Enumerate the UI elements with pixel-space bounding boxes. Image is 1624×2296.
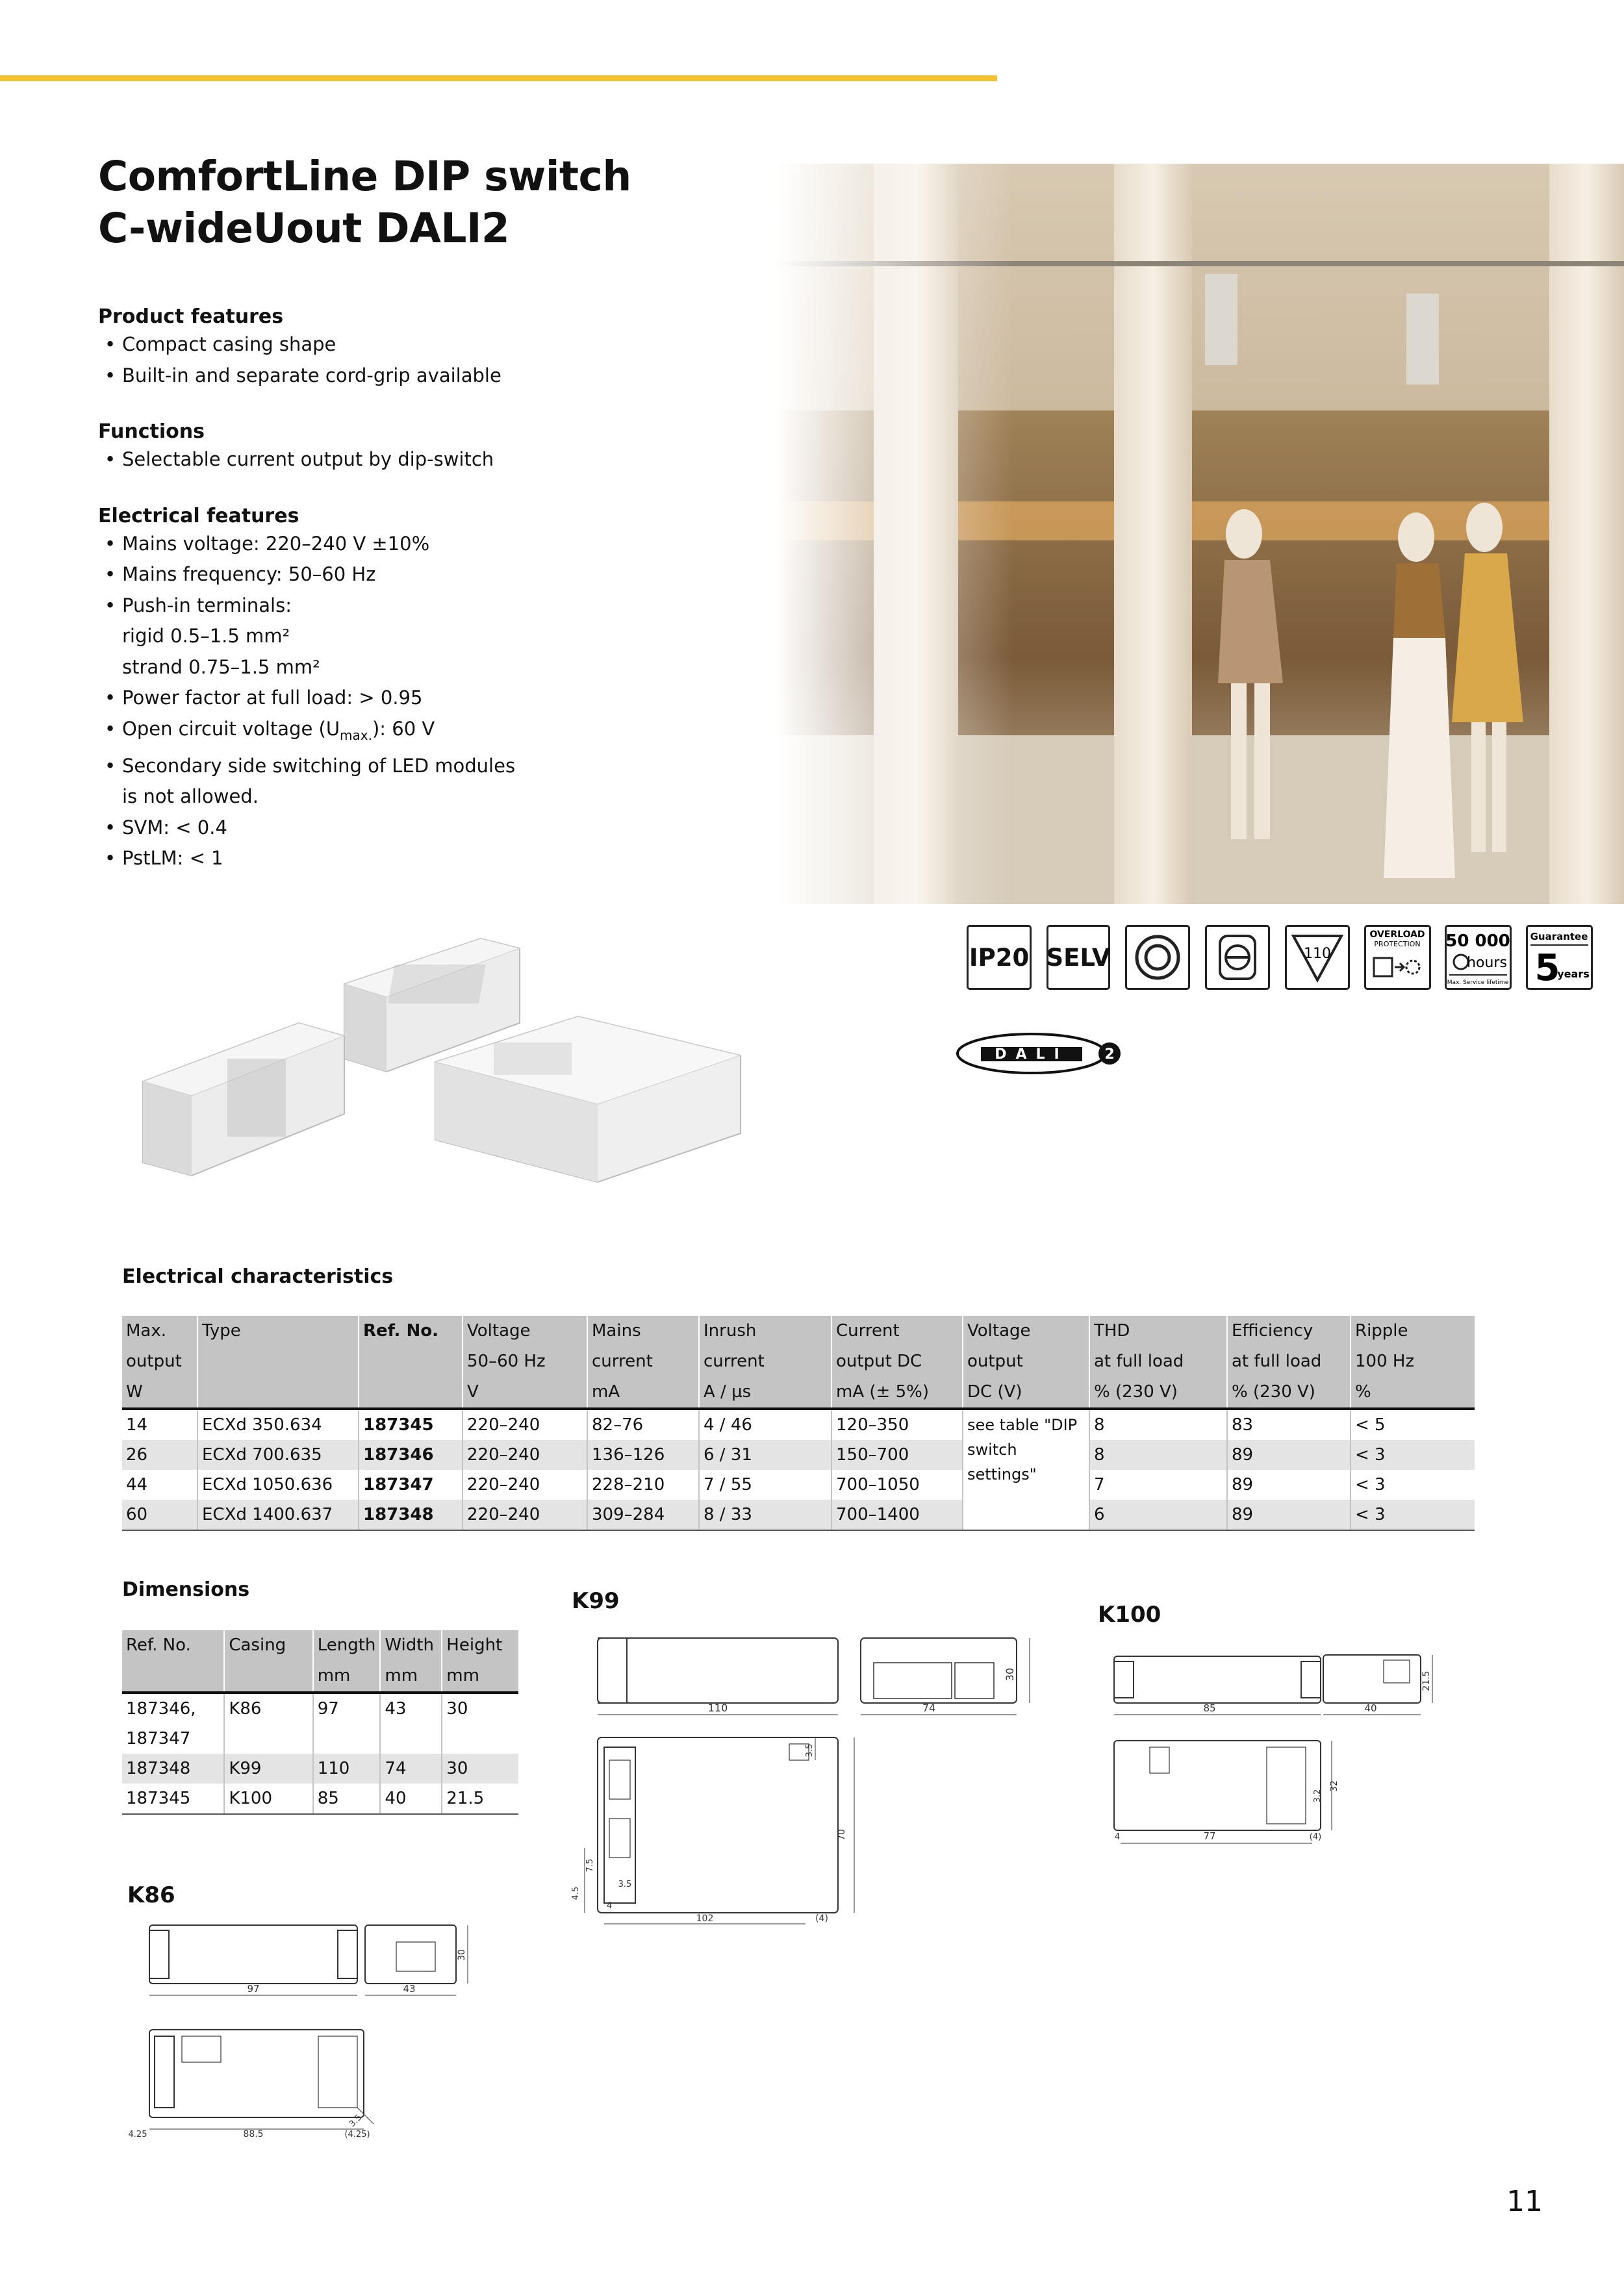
header-cell: THD <box>1089 1316 1227 1346</box>
list-item: • Power factor at full load: > 0.95 <box>98 683 780 714</box>
cell-ref: 187346 <box>359 1440 463 1470</box>
dim-74: 74 <box>922 1702 936 1714</box>
table-header-row <box>122 1316 1475 1346</box>
guarantee-label: Guarantee <box>1530 931 1588 942</box>
cell-casing: K86 <box>224 1693 312 1754</box>
dim-7-5: 7.5 <box>585 1858 595 1873</box>
hours-value: 50 000 <box>1447 931 1510 951</box>
header-cell: Voltage <box>963 1316 1089 1346</box>
cell-length: 85 <box>313 1784 381 1814</box>
list-item: • Mains frequency: 50–60 Hz <box>98 559 780 590</box>
dimensions-heading: Dimensions <box>122 1578 250 1601</box>
ip20-badge <box>967 925 1032 990</box>
cell-height: 30 <box>442 1754 518 1784</box>
list-item: • Compact casing shape <box>98 329 780 360</box>
header-cell: output <box>122 1346 197 1377</box>
list-item <box>98 714 780 751</box>
header-cell: mA <box>587 1377 699 1409</box>
header-cell: mm <box>442 1661 518 1693</box>
lifetime-symbol <box>1447 927 1510 988</box>
cell-thd: 6 <box>1089 1500 1227 1530</box>
k100-technical-drawing <box>1098 1637 1462 1851</box>
overload-line1: OVERLOAD <box>1369 929 1425 940</box>
cell-output: 60 <box>122 1500 197 1530</box>
cell-voltage: 220–240 <box>463 1500 587 1530</box>
dim-102: 102 <box>696 1913 714 1924</box>
dim-32: 32 <box>1329 1780 1339 1792</box>
product-photo <box>130 919 767 1192</box>
product-features-list <box>98 329 780 391</box>
header-cell: mm <box>313 1661 381 1693</box>
triangle-symbol <box>1287 927 1348 988</box>
header-cell: current <box>699 1346 831 1377</box>
dim-70: 70 <box>837 1829 847 1841</box>
circle-symbol <box>1127 927 1188 988</box>
title-line-2: C-wideUout DALI2 <box>98 205 510 252</box>
cell-ref: 187345 <box>359 1409 463 1440</box>
cell-mains: 82–76 <box>587 1409 699 1440</box>
cell-efficiency: 89 <box>1227 1470 1351 1500</box>
cell-efficiency: 89 <box>1227 1500 1351 1530</box>
header-cell: Length <box>313 1630 381 1661</box>
double-insulation-icon <box>1125 925 1190 990</box>
cell-voltage: 220–240 <box>463 1470 587 1500</box>
dali2-logo <box>955 1029 1130 1078</box>
list-item: • SVM: < 0.4 <box>98 813 780 844</box>
cell-ripple: < 3 <box>1351 1470 1475 1500</box>
cell-inrush: 7 / 55 <box>699 1470 831 1500</box>
table-row <box>122 1754 518 1784</box>
header-cell: % (230 V) <box>1089 1377 1227 1409</box>
guarantee-unit: years <box>1557 968 1590 980</box>
header-cell: current <box>587 1346 699 1377</box>
dim-77: 77 <box>1203 1830 1216 1842</box>
k99-technical-drawing <box>565 1624 1052 2065</box>
selv-text: SELV <box>1046 943 1111 972</box>
dim-4-25: 4.25 <box>128 2130 147 2139</box>
header-cell: mA (± 5%) <box>831 1377 963 1409</box>
k100-dimension-drawing <box>1098 1637 1462 1851</box>
lifetime-badge <box>1445 925 1512 990</box>
text: Open circuit voltage (U <box>122 717 340 740</box>
header-cell: V <box>463 1377 587 1409</box>
cell-thd: 8 <box>1089 1409 1227 1440</box>
k86-technical-drawing <box>123 1916 487 2143</box>
dali-logo-icon <box>955 1029 1130 1078</box>
overload-symbol <box>1366 927 1429 988</box>
cell-output: 44 <box>126 1475 148 1495</box>
header-cell: Max. <box>122 1316 197 1346</box>
cell-current: 700–1050 <box>831 1470 963 1500</box>
header-cell: Width <box>380 1630 442 1661</box>
header-cell <box>197 1377 359 1409</box>
temperature-rating-icon <box>1285 925 1350 990</box>
header-cell: mm <box>380 1661 442 1693</box>
dim-97: 97 <box>247 1983 260 1995</box>
table-row <box>122 1784 518 1814</box>
guarantee-symbol <box>1528 927 1591 988</box>
overload-line2: PROTECTION <box>1374 940 1421 948</box>
cell-inrush: 8 / 33 <box>699 1500 831 1530</box>
dim-4b: (4) <box>1309 1832 1322 1842</box>
dim-3-2: 3.2 <box>1313 1789 1323 1803</box>
cell-casing: K100 <box>224 1784 312 1814</box>
header-cell: Voltage <box>463 1316 587 1346</box>
cell-height: 21.5 <box>442 1784 518 1814</box>
cell-output: 26 <box>122 1440 197 1470</box>
temperature-value: 110 <box>1304 946 1331 962</box>
cell-width: 40 <box>380 1784 442 1814</box>
subscript: max. <box>340 727 372 743</box>
accent-bar <box>0 75 997 81</box>
cell-mains: 228–210 <box>587 1470 699 1500</box>
table-row <box>122 1500 1475 1530</box>
table-row <box>122 1470 1475 1500</box>
header-cell: Ref. No. <box>359 1316 463 1346</box>
table-header-row <box>122 1630 518 1661</box>
header-cell <box>224 1661 312 1693</box>
header-cell <box>359 1346 463 1377</box>
header-cell: Current <box>831 1316 963 1346</box>
k86-dimension-drawing <box>123 1916 487 2143</box>
list-item: • Mains voltage: 220–240 V ±10% <box>98 529 780 560</box>
page-title <box>98 151 748 255</box>
hours-unit: hours <box>1467 955 1507 971</box>
header-cell: Inrush <box>699 1316 831 1346</box>
product-features-heading: Product features <box>98 305 284 328</box>
cell-ripple: < 3 <box>1351 1440 1475 1470</box>
dim-3-5: 3.5 <box>805 1743 815 1758</box>
dim-110: 110 <box>707 1702 728 1714</box>
page-number: 11 <box>1506 2185 1543 2218</box>
electrical-characteristics-table <box>122 1316 1475 1531</box>
ref-line: 187346, <box>126 1699 196 1719</box>
cell-length: 97 <box>313 1693 381 1754</box>
cell-ref <box>122 1693 224 1754</box>
photo-illustration <box>776 164 1624 904</box>
header-cell: Efficiency <box>1227 1316 1351 1346</box>
dali-text: DALI <box>995 1046 1069 1063</box>
header-cell: at full load <box>1227 1346 1351 1377</box>
dim-88-5: 88.5 <box>243 2129 264 2139</box>
cell-width: 74 <box>380 1754 442 1784</box>
header-cell <box>122 1661 224 1693</box>
cell-efficiency: 83 <box>1227 1409 1351 1440</box>
header-cell: % (230 V) <box>1227 1377 1351 1409</box>
list-item: • Push-in terminals: <box>98 590 780 622</box>
cell-output: 14 <box>122 1409 197 1440</box>
guarantee-badge <box>1526 925 1593 990</box>
dim-4: 4 <box>1114 1832 1121 1842</box>
hours-note: Max. Service lifetime <box>1447 979 1509 986</box>
list-item-continuation: rigid 0.5–1.5 mm² <box>122 625 290 647</box>
table-header-row <box>122 1377 1475 1409</box>
cell-inrush: 4 / 46 <box>699 1409 831 1440</box>
cell-thd: 8 <box>1089 1440 1227 1470</box>
cell-current: 150–700 <box>831 1440 963 1470</box>
header-cell: A / µs <box>699 1377 831 1409</box>
dim-4: 4 <box>606 1901 613 1911</box>
table-row <box>122 1440 1475 1470</box>
dim-4b: (4) <box>815 1913 828 1924</box>
header-cell: % <box>1351 1377 1475 1409</box>
dim-30: 30 <box>457 1949 467 1961</box>
dali-version: 2 <box>1104 1046 1115 1063</box>
cell-mains: 136–126 <box>587 1440 699 1470</box>
functions-list <box>98 444 780 475</box>
electrical-features-list <box>98 529 780 874</box>
cell-efficiency: 89 <box>1227 1440 1351 1470</box>
independent-control-gear-icon <box>1205 925 1270 990</box>
cell-current: 700–1400 <box>831 1500 963 1530</box>
ip20-text: IP20 <box>969 943 1030 972</box>
dim-21-5: 21.5 <box>1421 1671 1432 1691</box>
header-cell: W <box>122 1377 197 1409</box>
list-item: • PstLM: < 1 <box>98 843 780 874</box>
header-cell: Ripple <box>1351 1316 1475 1346</box>
control-gear-symbol <box>1207 927 1268 988</box>
header-cell: Casing <box>224 1630 312 1661</box>
selv-badge <box>1047 925 1110 990</box>
header-cell: 50–60 Hz <box>463 1346 587 1377</box>
cell-voltage-output-note <box>963 1409 1089 1530</box>
cell-type: ECXd 1400.637 <box>197 1500 359 1530</box>
k100-label: K100 <box>1098 1602 1161 1628</box>
cell-current: 120–350 <box>831 1409 963 1440</box>
list-item: • Built-in and separate cord-grip available <box>98 360 780 392</box>
cell-type: ECXd 1050.636 <box>197 1470 359 1500</box>
k99-dimension-drawing <box>565 1624 1052 2065</box>
table-header-row <box>122 1346 1475 1377</box>
cell-ref: 187347 <box>359 1470 463 1500</box>
list-item: • Secondary side switching of LED modules <box>98 751 780 782</box>
header-cell: Height <box>442 1630 518 1661</box>
header-cell: DC (V) <box>963 1377 1089 1409</box>
cell-ripple: < 3 <box>1351 1500 1475 1530</box>
shop-window-photo <box>776 164 1624 904</box>
cell-type: ECXd 350.634 <box>197 1409 359 1440</box>
cell-ref: 187348 <box>122 1754 224 1784</box>
header-cell: 100 Hz <box>1351 1346 1475 1377</box>
text: ): 60 V <box>372 717 435 740</box>
header-cell: output DC <box>831 1346 963 1377</box>
k99-label: K99 <box>572 1588 620 1614</box>
electrical-features-heading: Electrical features <box>98 504 299 527</box>
note-line: see table "DIP <box>967 1416 1078 1434</box>
overload-protection-badge <box>1364 925 1431 990</box>
dim-3-5: 3.5 <box>347 2112 364 2130</box>
header-cell: Type <box>197 1316 359 1346</box>
dim-43: 43 <box>403 1983 416 1995</box>
cell-mains: 309–284 <box>587 1500 699 1530</box>
cell-ref: 187345 <box>122 1784 224 1814</box>
cell-height: 30 <box>442 1693 518 1754</box>
ref-line: 187347 <box>126 1729 191 1748</box>
dim-4-25b: (4.25) <box>344 2130 370 2139</box>
cell-casing: K99 <box>224 1754 312 1784</box>
dim-85: 85 <box>1203 1702 1216 1714</box>
cell-type: ECXd 700.635 <box>197 1440 359 1470</box>
table-row <box>122 1693 518 1754</box>
functions-heading: Functions <box>98 420 205 443</box>
electrical-characteristics-heading: Electrical characteristics <box>122 1265 394 1288</box>
table-header-row <box>122 1661 518 1693</box>
k86-label: K86 <box>127 1882 175 1908</box>
cell-ripple: < 5 <box>1351 1409 1475 1440</box>
dimensions-table <box>122 1630 518 1815</box>
dim-40: 40 <box>1364 1702 1377 1714</box>
cell-width: 43 <box>380 1693 442 1754</box>
list-item-continuation: strand 0.75–1.5 mm² <box>122 655 320 678</box>
cell-inrush: 6 / 31 <box>699 1440 831 1470</box>
title-line-1: ComfortLine DIP switch <box>98 153 631 200</box>
features-column <box>98 305 780 874</box>
ballast-devices-illustration <box>130 919 767 1192</box>
cell-thd: 7 <box>1089 1470 1227 1500</box>
cell-length: 110 <box>313 1754 381 1784</box>
header-cell <box>359 1377 463 1409</box>
header-cell: Ref. No. <box>122 1630 224 1661</box>
header-cell: output <box>963 1346 1089 1377</box>
guarantee-value: 5 <box>1534 947 1560 988</box>
list-item: • Selectable current output by dip-switch <box>98 444 780 475</box>
header-cell <box>197 1346 359 1377</box>
list-item-continuation: is not allowed. <box>122 785 259 808</box>
cell-voltage: 220–240 <box>463 1409 587 1440</box>
dim-30: 30 <box>1004 1667 1016 1682</box>
dim-4-5: 4.5 <box>571 1886 581 1900</box>
cell-ref: 187348 <box>359 1500 463 1530</box>
header-cell: Mains <box>587 1316 699 1346</box>
table-row <box>122 1409 1475 1440</box>
note-line: switch settings" <box>967 1441 1037 1483</box>
header-cell: at full load <box>1089 1346 1227 1377</box>
dim-3-5b: 3.5 <box>618 1880 632 1889</box>
cell-voltage: 220–240 <box>463 1440 587 1470</box>
